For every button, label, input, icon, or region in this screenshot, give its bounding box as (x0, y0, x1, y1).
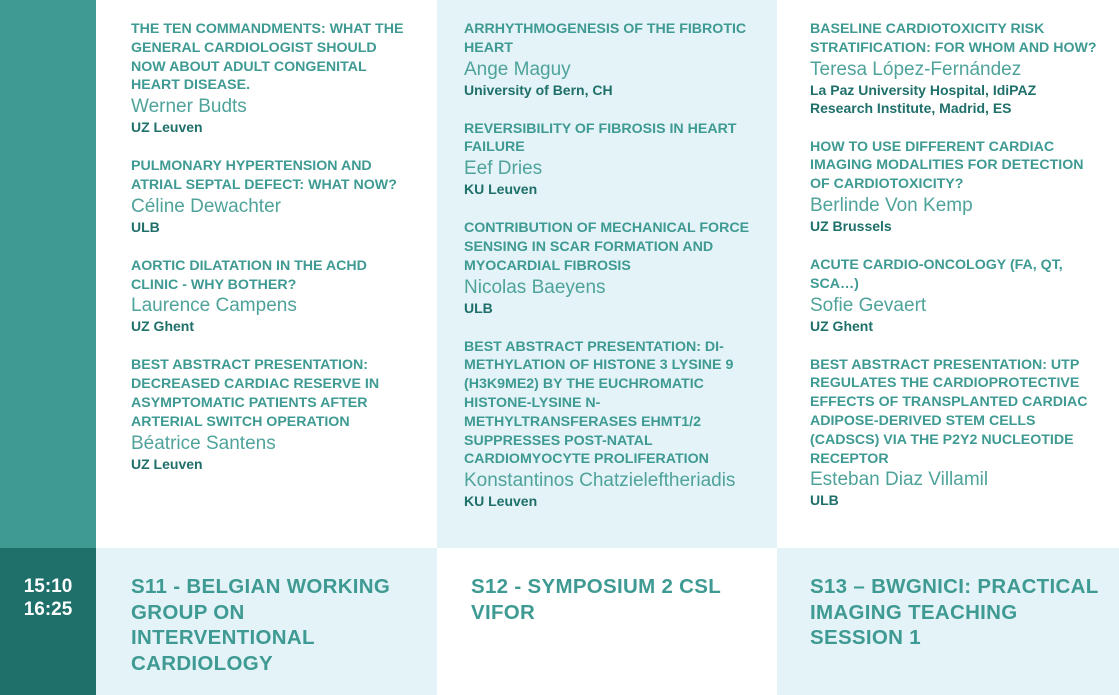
talk-title: BEST ABSTRACT PRESENTATION: UTP REGULATES THE CARDIOPROTECTIVE EFFECTS OF TRANSPLANTED CARDIAC ADIPOSE-DERIVED STEM CELLS (CADSCS) VIA THE P2Y2 NUCLEOTIDE RECEPTOR (810, 356, 1088, 467)
talk-title: BEST ABSTRACT PRESENTATION: DI-METHYLATION OF HISTONE 3 LYSINE 9 (H3K9ME2) BY THE EUCHROMATIC HISTONE-LYSINE N-METHYLTRANSFERASES EHMT1/2 SUPPRESSES POST-NATAL CARDIOMYOCYTE PROLIFERATION (464, 338, 734, 468)
talk-speaker: Berlinde Von Kemp (810, 194, 973, 216)
talk-title: BASELINE CARDIOTOXICITY RISK STRATIFICATION: FOR WHOM AND HOW? (810, 21, 1097, 56)
talk-affiliation: ULB (464, 299, 493, 316)
talk-affiliation: UZ Leuven (131, 119, 203, 136)
talk-affiliation: University of Bern, CH (464, 81, 613, 98)
talk-item (464, 20, 754, 99)
session-block-s11 (96, 548, 437, 695)
talk-title: ARRHYTHMOGENESIS OF THE FIBROTIC HEART (464, 21, 747, 56)
session-column-2 (437, 0, 777, 548)
time-end: 16:25 (23, 599, 73, 620)
talk-item (810, 138, 1100, 235)
talk-affiliation: UZ Leuven (131, 455, 203, 472)
talk-speaker: Esteban Diaz Villamil (810, 469, 989, 491)
talk-speaker: Eef Dries (464, 158, 543, 180)
session-title: S11 - BELGIAN WORKING GROUP ON INTERVENTIONAL CARDIOLOGY (131, 575, 391, 675)
talk-speaker: Sofie Gevaert (810, 294, 927, 316)
talk-item (464, 120, 754, 199)
talk-affiliation: KU Leuven (464, 493, 538, 510)
session-title: S13 – BWGNICI: PRACTICAL IMAGING TEACHING SESSION 1 (810, 575, 1099, 649)
session-column-1 (96, 0, 437, 548)
talk-title: CONTRIBUTION OF MECHANICAL FORCE SENSING IN SCAR FORMATION AND MYOCARDIAL FIBROSIS (464, 220, 750, 274)
talk-title: BEST ABSTRACT PRESENTATION: DECREASED CARDIAC RESERVE IN ASYMPTOMATIC PATIENTS AFTER ARTERIAL SWITCH OPERATION (131, 357, 380, 430)
talk-item (464, 338, 754, 511)
talk-item (131, 20, 406, 136)
talk-affiliation: KU Leuven (464, 181, 538, 198)
talk-speaker: Nicolas Baeyens (464, 276, 606, 298)
talk-item (810, 256, 1100, 335)
talk-item (810, 20, 1100, 117)
time-start: 15:10 (23, 576, 73, 597)
talk-item (464, 219, 754, 316)
talk-speaker: Konstantinos Chatzieleftheriadis (464, 470, 736, 492)
talk-speaker: Teresa López-Fernández (810, 58, 1022, 80)
talk-affiliation: ULB (810, 492, 839, 509)
talk-affiliation: UZ Ghent (810, 317, 873, 334)
talk-affiliation: ULB (131, 218, 160, 235)
time-column-bottom (0, 548, 96, 695)
talk-speaker: Béatrice Santens (131, 432, 276, 454)
session-block-s13 (777, 548, 1119, 695)
talk-speaker: Laurence Campens (131, 295, 297, 317)
session-title: S12 - SYMPOSIUM 2 CSL VIFOR (471, 575, 721, 624)
talk-item (810, 356, 1100, 510)
talk-speaker: Céline Dewachter (131, 195, 281, 217)
talk-speaker: Werner Budts (131, 96, 247, 118)
talk-affiliation: UZ Brussels (810, 217, 892, 234)
talk-item (131, 257, 406, 336)
talk-title: ACUTE CARDIO-ONCOLOGY (FA, QT, SCA…) (810, 256, 1063, 292)
talk-affiliation: UZ Ghent (131, 318, 194, 335)
session-column-3 (777, 0, 1119, 548)
talk-title: THE TEN COMMANDMENTS: WHAT THE GENERAL CARDIOLOGIST SHOULD NOW ABOUT ADULT CONGENITAL HEART DISEASE. (131, 21, 404, 94)
time-column-top (0, 0, 96, 548)
talk-speaker: Ange Maguy (464, 58, 571, 80)
talk-title: AORTIC DILATATION IN THE ACHD CLINIC - WHY BOTHER? (131, 257, 367, 293)
talk-item (131, 356, 406, 472)
talk-title: HOW TO USE DIFFERENT CARDIAC IMAGING MODALITIES FOR DETECTION OF CARDIOTOXICITY? (810, 138, 1084, 193)
session-block-s12 (437, 548, 777, 695)
talk-title: PULMONARY HYPERTENSION AND ATRIAL SEPTAL DEFECT: WHAT NOW? (131, 158, 397, 193)
talk-affiliation: La Paz University Hospital, IdiPAZ Research Institute, Madrid, ES (810, 81, 1037, 116)
talk-item (131, 157, 406, 236)
talk-title: REVERSIBILITY OF FIBROSIS IN HEART FAILURE (464, 120, 737, 156)
